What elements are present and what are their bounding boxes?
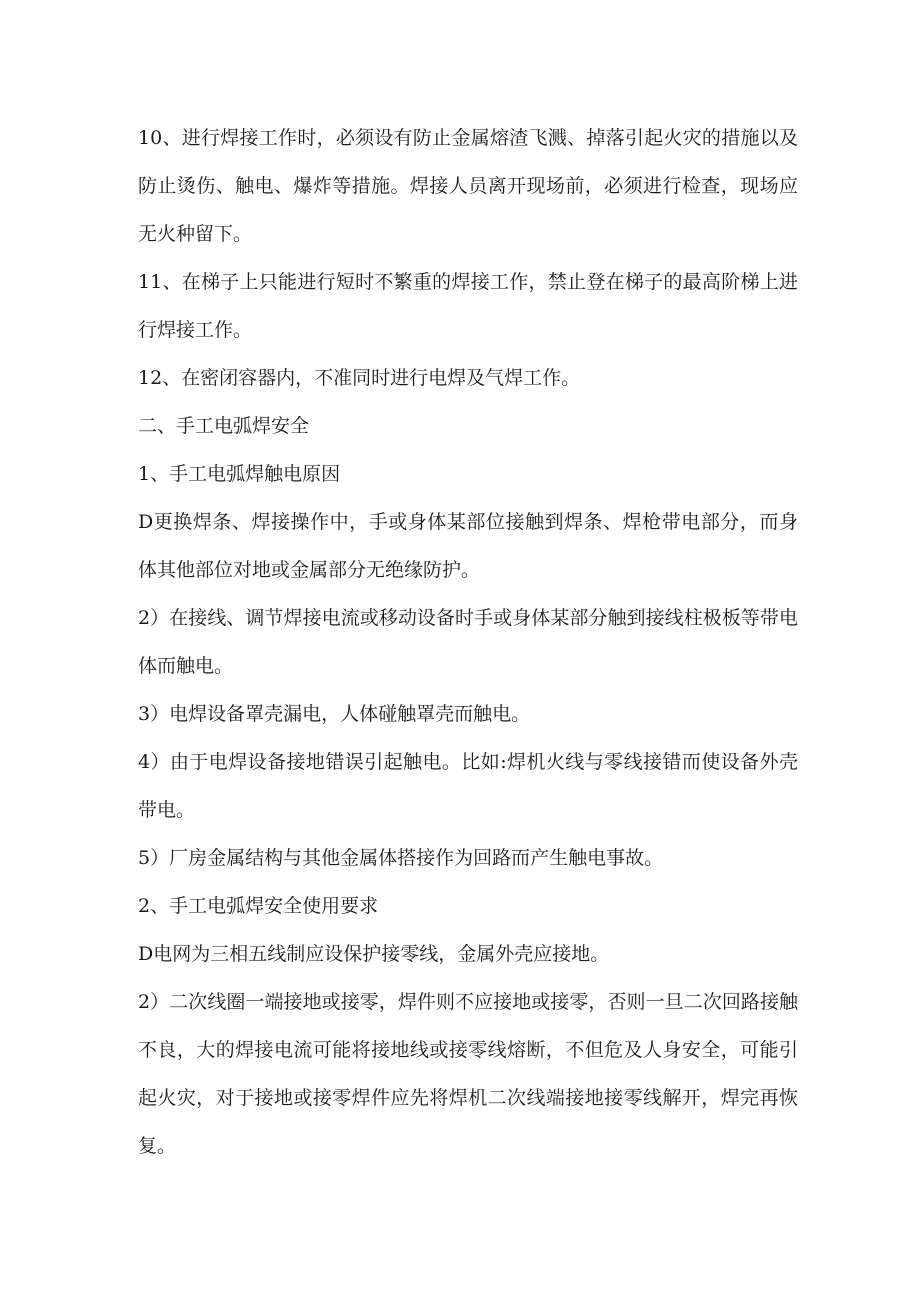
cause-item-1: D更换焊条、焊接操作中，手或身体某部位接触到焊条、焊枪带电部分，而身体其他部位对地或金属部分无绝缘防护。: [138, 511, 798, 581]
document-body: [138, 114, 798, 1170]
subheading-1: 1、手工电弧焊触电原因: [138, 463, 341, 485]
section-heading-2: 二、手工电弧焊安全: [138, 415, 310, 437]
cause-item-3: 3）电焊设备罩壳漏电，人体碰触罩壳而触电。: [138, 703, 531, 725]
subheading-2: 2、手工电弧焊安全使用要求: [138, 895, 379, 917]
paragraph-11: 11、在梯子上只能进行短时不繁重的焊接工作，禁止登在梯子的最高阶梯上进行焊接工作。: [138, 271, 798, 341]
paragraph-10: 10、进行焊接工作时，必须设有防止金属熔渣飞溅、掉落引起火灾的措施以及防止烫伤、触电、爆炸等措施。焊接人员离开现场前，必须进行检查，现场应无火种留下。: [138, 127, 798, 245]
paragraph-12: 12、在密闭容器内，不准同时进行电焊及气焊工作。: [138, 367, 581, 389]
requirement-item-1: D电网为三相五线制应设保护接零线，金属外壳应接地。: [138, 943, 610, 965]
cause-item-5: 5）厂房金属结构与其他金属体搭接作为回路而产生触电事故。: [138, 847, 664, 869]
cause-item-4: 4）由于电焊设备接地错误引起触电。比如:焊机火线与零线接错而使设备外壳带电。: [138, 751, 798, 821]
requirement-item-2: 2）二次线圈一端接地或接零，焊件则不应接地或接零，否则一旦二次回路接触不良，大的焊接电流可能将接地线或接零线熔断，不但危及人身安全，可能引起火灾，对于接地或接零焊件应先将焊机二次线端接地接零线解开，焊完再恢复。: [138, 991, 798, 1157]
cause-item-2: 2）在接线、调节焊接电流或移动设备时手或身体某部分触到接线柱极板等带电体而触电。: [138, 607, 798, 677]
